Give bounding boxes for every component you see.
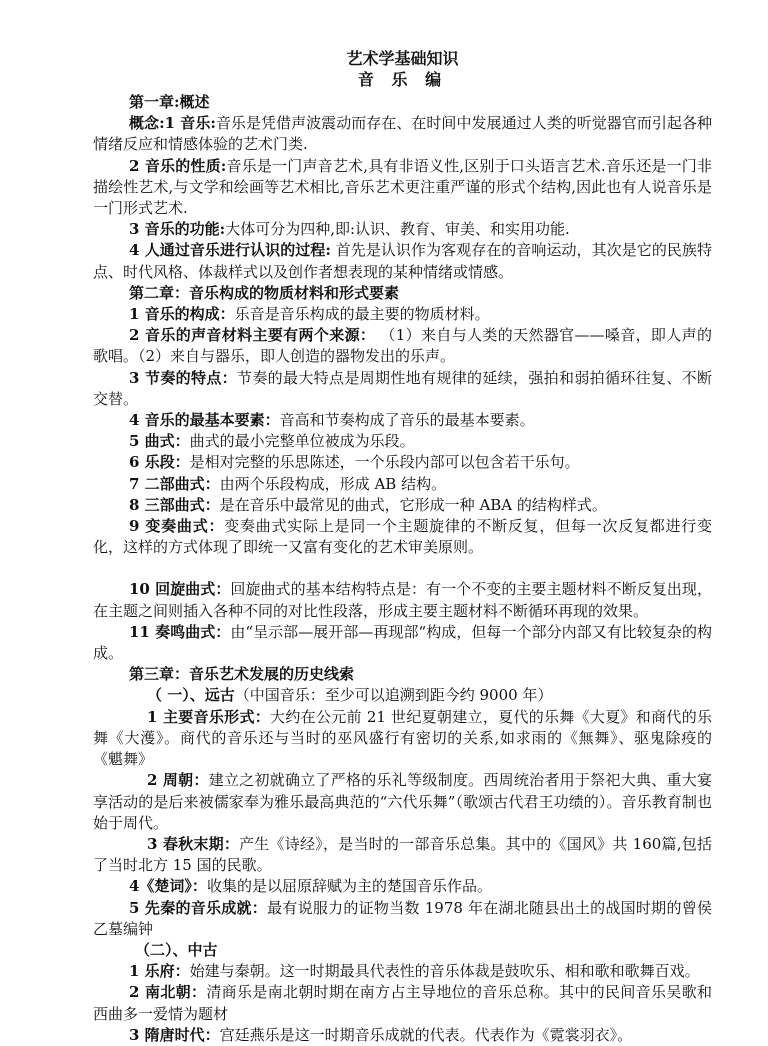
paragraph	[93, 1025, 712, 1046]
paragraph	[93, 876, 712, 897]
paragraph-text: 最有说服力的证物当数 1978 年在湖北随县出土的战国时期的曾侯乙墓编钟	[93, 898, 712, 938]
paragraph-label: 3 音乐的功能:	[129, 220, 226, 239]
section-heading: 第三章：音乐艺术发展的历史线索	[129, 665, 355, 684]
paragraph-text: 音乐是凭借声波震动而存在、在时间中发展通过人类的听觉器官而引起各种情绪反应和情感体验的艺术门类.	[93, 114, 712, 154]
section-heading: 第二章：音乐构成的物质材料和形式要素	[129, 283, 400, 302]
section-heading: 第一章:概述	[129, 93, 210, 111]
paragraph-text: 是在音乐中最常见的曲式，它形成一种 ABA 的结构样式。	[219, 495, 607, 514]
paragraph	[93, 516, 712, 558]
paragraph	[93, 325, 712, 367]
paragraph-label: 3 春秋末期：	[147, 834, 240, 853]
paragraph	[93, 368, 712, 410]
paragraph-text: （1）来自与人类的天然器官——嗓音，即人声的歌唱。（2）来自与器乐，即人创造的器物发出的乐声。	[93, 326, 712, 366]
paragraph-label: 2 音乐的性质:	[129, 156, 227, 175]
paragraph	[93, 156, 712, 220]
paragraph	[93, 982, 712, 1024]
paragraph	[93, 622, 712, 664]
paragraph	[93, 898, 712, 940]
paragraph-label: 4 音乐的最基本要素：	[129, 411, 280, 430]
paragraph-label: 10 回旋曲式：	[129, 580, 231, 599]
paragraph-text: 乐音是音乐构成的最主要的物质材料。	[234, 305, 490, 324]
paragraph-text: 大体可分为四种,即:认识、教育、审美、和实用功能.	[225, 220, 570, 239]
paragraph-label: 2 南北朝：	[129, 983, 207, 1002]
paragraph	[93, 707, 712, 771]
paragraph-label: 4《楚词》：	[129, 877, 207, 896]
paragraph-text: 曲式的最小完整单位被成为乐段。	[189, 432, 415, 451]
paragraph-label: 2 音乐的声音材料主要有两个来源：	[129, 326, 376, 345]
paragraph-label: 7 二部曲式：	[129, 474, 220, 493]
paragraph-text: 宫廷燕乐是这一时期音乐成就的代表。代表作为《霓裳羽衣》。	[219, 1025, 633, 1044]
paragraph	[93, 770, 712, 834]
paragraph-label: 3 隋唐时代：	[129, 1025, 220, 1044]
paragraph	[93, 579, 712, 621]
paragraph-text: （中国音乐：至少可以追溯到距今约 9000 年）	[234, 686, 553, 705]
document-body	[93, 92, 712, 1046]
document-title: 艺术学基础知识	[346, 49, 459, 68]
paragraph	[93, 410, 712, 431]
paragraph-text: 回旋曲式的基本结构特点是：有一个不变的主要主题材料不断反复出现，在主题之间则插入各种不同的对比性段落，形成主要主题材料不断循环再现的效果。	[93, 580, 712, 620]
section-heading: （二）、中古	[135, 940, 218, 959]
document-subtitle: 音 乐 编	[357, 70, 448, 89]
paragraph	[93, 961, 712, 982]
paragraph-text: 产生《诗经》，是当时的一部音乐总集。其中的《国风》共 160篇,包括了当时北方 15 国的民歌。	[93, 834, 713, 875]
paragraph-label: 1 音乐的构成：	[129, 305, 235, 324]
paragraph-label: 6 乐段：	[129, 453, 190, 472]
paragraph-text: 收集的是以屈原辞赋为主的楚国音乐作品。	[206, 877, 492, 896]
paragraph-text: 变奏曲式实际上是同一个主题旋律的不断反复，但每一次反复都进行变化，这样的方式体现了即统一又富有变化的艺术审美原则。	[93, 517, 712, 557]
paragraph-text: 始建与秦朝。这一时期最具代表性的音乐体裁是鼓吹乐、相和歌和歌舞百戏。	[189, 962, 700, 981]
paragraph-text: 是相对完整的乐思陈述，一个乐段内部可以包含若干乐句。	[189, 453, 580, 472]
paragraph	[93, 431, 712, 452]
paragraph-text: 首先是认识作为客观存在的音响运动，其次是它的民族特点、时代风格、体裁样式以及创作者想表现的某种情绪或情感。	[93, 241, 712, 281]
paragraph	[93, 685, 712, 706]
paragraph-label: 8 三部曲式：	[129, 495, 220, 514]
paragraph-label: 4 人通过音乐进行认识的过程:	[129, 241, 331, 260]
paragraph-text: 建立之初就确立了严格的乐礼等级制度。西周统治者用于祭祀大典、重大宴享活动的是后来被儒家奉为雅乐最高典范的“六代乐舞”（歌颂古代君王功绩的）。音乐教育制也始于周代。	[93, 771, 712, 832]
paragraph	[93, 452, 712, 473]
paragraph-text: 清商乐是南北朝时期在南方占主导地位的音乐总称。其中的民间音乐吴歌和西曲多一爱情为题材	[93, 983, 712, 1023]
paragraph-label: 1 主要音乐形式：	[147, 707, 271, 726]
paragraph	[93, 240, 712, 282]
paragraph-text: 音高和节奏构成了音乐的最基本要素。	[279, 411, 535, 430]
paragraph-label: 9 变奏曲式：	[129, 517, 225, 536]
paragraph-label: 3 节奏的特点：	[129, 368, 237, 387]
paragraph-text: 大约在公元前 21 世纪夏朝建立，夏代的乐舞《大夏》和商代的乐舞《大濩》。商代的音乐还与当时的巫风盛行有密切的关系,如求雨的《無舞》、驱鬼除疫的《魌舞》	[93, 707, 712, 769]
paragraph-text: 由两个乐段构成，形成 AB 结构。	[219, 474, 447, 493]
paragraph-label: 5 曲式：	[129, 432, 190, 451]
paragraph	[93, 113, 712, 155]
paragraph-text: 节奏的最大特点是周期性地有规律的延续，强拍和弱拍循环往复、不断交替。	[93, 368, 712, 408]
paragraph-label: 11 奏鸣曲式：	[129, 622, 231, 641]
paragraph-gap	[93, 558, 712, 579]
paragraph-label: 5 先秦的音乐成就：	[129, 898, 268, 917]
paragraph-label: 1 乐府：	[129, 962, 190, 981]
paragraph-label: 概念:1 音乐:	[129, 114, 216, 133]
paragraph	[93, 834, 712, 876]
paragraph	[93, 219, 712, 240]
paragraph-label: （ 一）、远古	[147, 686, 235, 705]
paragraph-label: 2 周朝：	[147, 771, 209, 790]
paragraph-text: 由“呈示部—展开部—再现部“构成，但每一个部分内部又有比较复杂的构成。	[93, 622, 712, 663]
paragraph	[93, 474, 712, 495]
paragraph-text: 音乐是一门声音艺术,具有非语义性,区别于口头语言艺术.音乐还是一门非描绘性艺术,与文学和绘画等艺术相比,音乐艺术更注重严谨的形式个结构,因此也有人说音乐是一门形式艺术.	[93, 156, 712, 218]
paragraph	[93, 304, 712, 325]
paragraph	[93, 495, 712, 516]
